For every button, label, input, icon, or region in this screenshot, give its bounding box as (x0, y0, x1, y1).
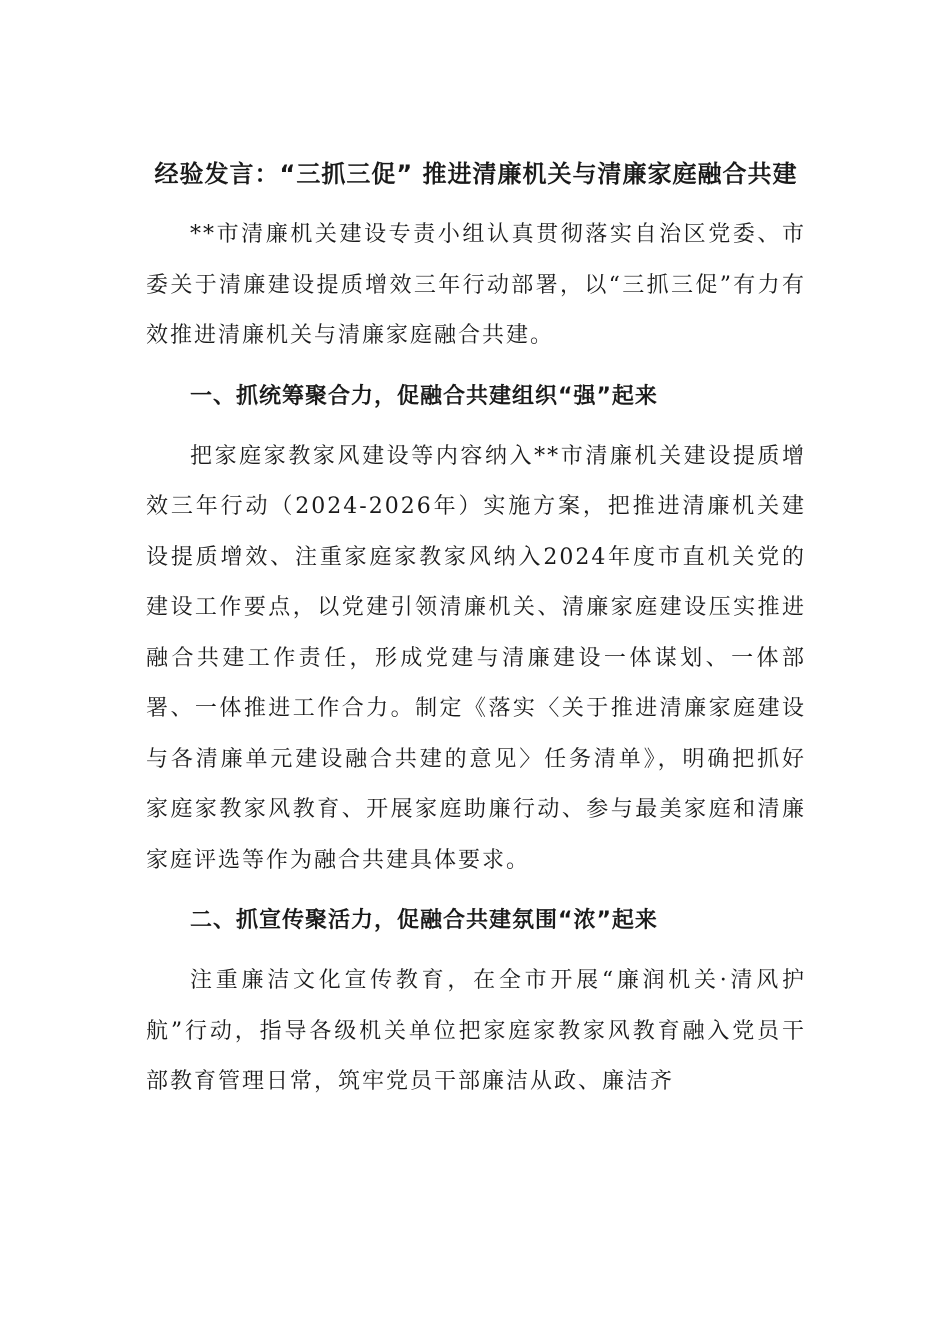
section-2-paragraph: 注重廉洁文化宣传教育，在全市开展“廉润机关·清风护航”行动，指导各级机关单位把家庭家教家风教育融入党员干部教育管理日常，筑牢党员干部廉洁从政、廉洁齐 (146, 968, 806, 1094)
document-body (146, 150, 806, 1108)
section-1-heading: 一、抓统筹聚合力，促融合共建组织“强”起来 (190, 383, 658, 409)
section-1-paragraph: 把家庭家教家风建设等内容纳入**市清廉机关建设提质增效三年行动（2024-2026年）实施方案，把推进清廉机关建设提质增效、注重家庭家教家风纳入2024年度市直机关党的建设工作要点，以党建引领清廉机关、清廉家庭建设压实推进融合共建工作责任，形成党建与清廉建设一体谋划、一体部署、一体推进工作合力。制定《落实〈关于推进清廉家庭建设与各清廉单元建设融合共建的意见〉任务清单》，明确把抓好家庭家教家风教育、开展家庭助廉行动、参与最美家庭和清廉家庭评选等作为融合共建具体要求。 (146, 443, 806, 873)
section-2-heading: 二、抓宣传聚活力，促融合共建氛围“浓”起来 (190, 908, 658, 933)
intro-paragraph: **市清廉机关建设专责小组认真贯彻落实自治区党委、市委关于清廉建设提质增效三年行动部署，以“三抓三促”有力有效推进清廉机关与清廉家庭融合共建。 (146, 222, 806, 348)
document-title: 经验发言：“三抓三促” 推进清廉机关与清廉家庭融合共建 (154, 160, 798, 188)
